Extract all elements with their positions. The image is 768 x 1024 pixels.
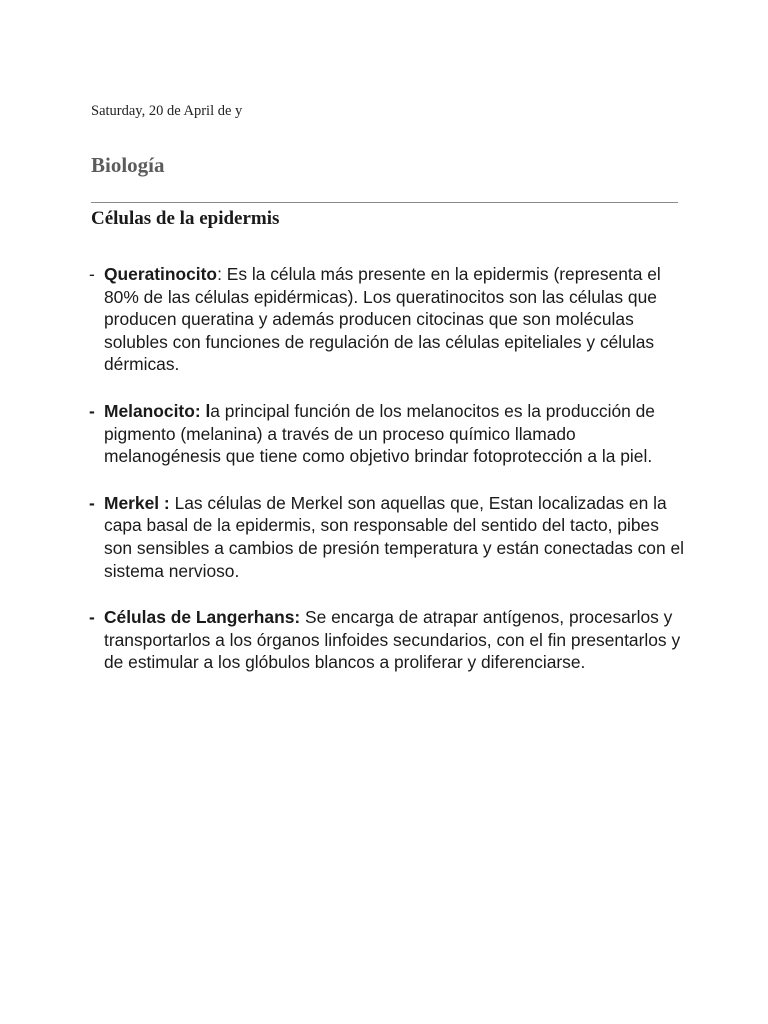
entry-description: Las células de Merkel son aquellas que, Estan localizadas en la capa basal de la epidermis, son responsable del sentido del tacto, pibes son sensibles a cambios de presión temperatura y están conectadas con el sistema nervioso. [104, 492, 685, 581]
list-dash: - [89, 400, 95, 421]
list-item-melanocito [89, 400, 689, 468]
title-divider [91, 202, 678, 203]
entry-description: : Es la célula más presente en la epidermis (representa el 80% de las células epidérmicas). Los queratinocitos son las células que producen queratina y además producen citocinas que son moléculas solubles con funciones de regulación de las células epiteliales y células dérmicas. [104, 264, 661, 375]
section-heading: Células de la epidermis [91, 208, 280, 229]
list-dash: - [89, 264, 95, 284]
entry-description: Se encarga de atrapar antígenos, procesarlos y transportarlos a los órganos linfoides secundarios, con el fin presentarlos y de estimular a los glóbulos blancos a proliferar y diferenciarse. [104, 607, 681, 673]
entry-term: Células de Langerhans: [104, 607, 301, 628]
entry-term: Merkel : [104, 492, 170, 513]
cell-list [89, 263, 689, 698]
document-title: Biología [91, 153, 165, 177]
entry-term: Melanocito: l [104, 400, 211, 421]
document-date: Saturday, 20 de April de y [91, 103, 243, 119]
list-item-merkel [89, 492, 689, 582]
entry-description: a principal función de los melanocitos es la producción de pigmento (melanina) a través de un proceso químico llamado melanogénesis que tiene como objetivo brindar fotoprotección a la piel. [104, 400, 655, 467]
entry-term: Queratinocito [104, 264, 218, 284]
list-item-queratinocito [89, 263, 689, 376]
list-dash: - [89, 607, 95, 628]
list-dash: - [89, 492, 95, 513]
list-item-langerhans [89, 606, 689, 674]
